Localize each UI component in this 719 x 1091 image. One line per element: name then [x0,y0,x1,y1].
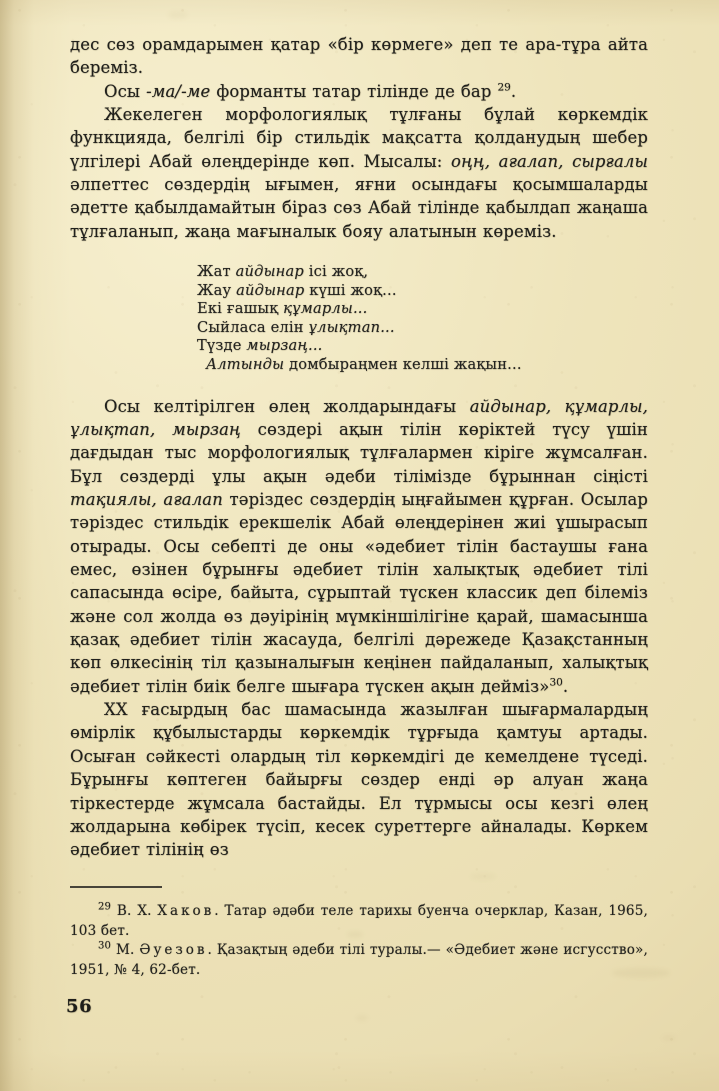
text-run: Жау [197,281,237,299]
italic-run: -ма/-ме [146,81,211,101]
paragraph [70,80,648,103]
italic-run: айдынар [235,263,304,281]
text-run: форманты татар тілінде де бар [210,81,498,101]
text-run: күші жоқ... [304,281,397,299]
footnote-text [70,903,648,939]
paragraph [70,698,648,861]
text-run: В. Х. [111,903,158,919]
text-run: Осы келтірілген өлең жолдарындағы [104,396,470,416]
page-number: 56 [66,996,93,1017]
verse-line [197,263,648,282]
italic-run: оңң, ағалап, сырғалы [451,151,648,171]
text-run: Жат [197,263,236,281]
text-run: Екі ғашық [197,300,284,318]
paragraph [70,33,648,80]
footnote [70,902,648,941]
verse-line [197,319,648,338]
footnote-number: 30 [98,940,112,952]
footnote-reference-marker: 30 [549,676,563,689]
text-run: әлпеттес сөздердің ығымен, яғни осындағы қосымшаларды әдетте қабылдамайтын біраз сөз Абай тілінде қабылдап жаңаша тұлғаланып, жаңа мағыналык бояу алатынын көреміз. [70,175,648,241]
italic-run: Алтынды [206,356,285,374]
verse-quotation-block [70,263,648,375]
italic-run: айдынар [236,281,305,299]
text-run: . [562,676,569,696]
text-run: Жекелеген морфологиялық тұлғаны бұлай көркемдік функцияда, белгілі бір стильдік мақсатта қолданудың шебер үлгілері Абай өлеңдерінде көп. Мысалы: [70,105,648,171]
text-run: . Қазақтың әдеби тілі туралы.— «Әдебиет және исгусство», 1951, № 4, 62-бет. [70,942,648,978]
text-run: . [510,81,517,101]
italic-run: мырзаң... [246,337,323,355]
italic-run: ұлықтап... [308,318,395,336]
italic-run: тақиялы, ағалап [70,490,223,510]
footnote-section [70,886,648,980]
verse-line [197,356,648,375]
italic-run: айдынар, құмарлы, ұлықтап, мырзаң [70,396,648,439]
text-run: Түзде [197,337,247,355]
text-run: Осы [104,81,147,101]
footnote-reference-marker: 29 [497,81,511,94]
paragraph [70,395,648,698]
letterspaced-name-run: Әуезов [139,942,208,959]
paper-smudge [470,873,496,880]
text-run: домбыраңмен келші жақын... [284,356,522,374]
italic-run: құмарлы... [283,300,368,318]
footnote-text [70,942,648,978]
footnote [70,941,648,980]
verse-line [197,282,648,301]
paper-smudge [356,1015,368,1021]
text-run: дес сөз орамдарымен қатар «бір көрмеге» деп те ара-тұра айта береміз. [70,35,648,78]
text-run: Сыйласа елін [197,318,309,336]
paragraph [70,103,648,243]
text-run: . Татар әдәби теле тарихы буенча очерклар, Казан, 1965, 103 бет. [70,903,649,939]
text-run: тәріздес сөздердің ыңғайымен құрған. Осылар тәріздес стильдік ерекшелік Абай өлеңдерінен жиі ұшырасып отырады. Осы себепті де оны «әдебиет тілін бастаушы ғана емес, өзінен бұрынғы әдебиет тілін халықтық әдебиет тілі сапасында өсіре, байыта, сұрыптай түскен классик деп білеміз және сол жолда өз дәуірінің мүмкіншілігіне қарай, шамасынша қазақ әдебиет тілін жасауда, белгілі дәрежеде Қазақстанның көп өлкесінің тіл қазыналығын кеңінен пайдаланып, халықтық әдебиет тілін биік белге шығара түскен ақын дейміз» [70,490,649,696]
footnote-number: 29 [98,901,112,913]
paper-smudge [662,1035,676,1041]
text-run: сөздері ақын тілін көріктей түсу үшін дағдыдан тыс морфологиялық тұлғалармен кіріге жұмсалған. Бұл сөздерді ұлы ақын әдеби тілімізде бұрыннан сіңісті [70,420,648,486]
text-run: М. [111,942,140,959]
footnote-separator-rule [70,886,162,888]
text-column [70,33,648,862]
verse-line [197,300,648,319]
verse-line [197,337,648,356]
paper-smudge [168,11,188,19]
text-run: XX ғасырдың бас шамасында жазылған шығармалардың өмірлік құбылыстарды көркемдік тұрғыда қамтуы артады. Осыған сәйкесті олардың тіл көркемдігі де кемелдене түседі. Бұрынғы көптеген байырғы сөздер енді әр алуан жаңа тіркестерде жұмсала бастайды. Ел тұрмысы осы кезгі өлең жолдарына көбірек түсіп, кесек суреттерге айналады. Көркем әдебиет тілінің өз [70,700,648,860]
text-run: ісі жоқ, [303,263,369,281]
letterspaced-name-run: Хаков [157,903,215,919]
